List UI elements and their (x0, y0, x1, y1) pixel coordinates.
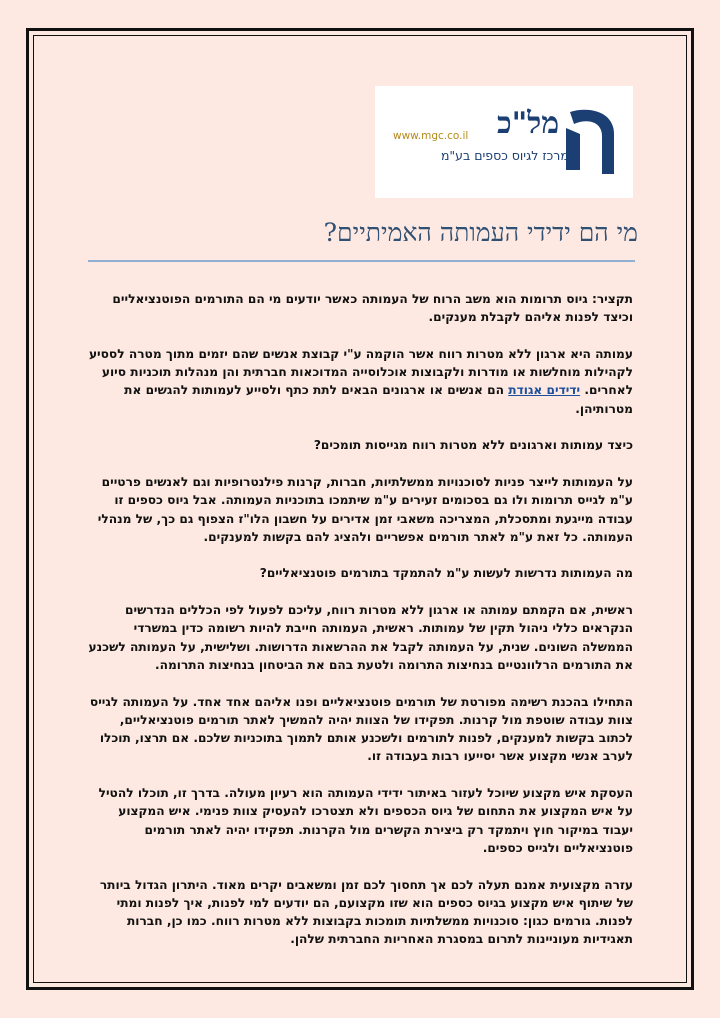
paragraph-nonprofit-definition (85, 345, 633, 418)
logo-subtitle: המרכז לגיוס כספים בע"מ (440, 148, 577, 163)
logo-mark-icon (560, 104, 622, 178)
paragraph-rules: ראשית, אם הקמתם עמותה או ארגון ללא מטרות רווח, עליכם לפעול לפי הכללים הנדרשים הנקראים כללי ניהול תקין של עמותות. ראשית, העמותה חייבת להיות רשומה כדין במשרדי הממשלה השונים. שנית, על העמותה לקבל את ההרשאות הדרושות. ושלישית, על העמותה לשכנע את התורמים הרלוונטיים בנחיצות התרומה ולטעת בהם את הביטחון בנחיצות התרומה. (88, 603, 633, 672)
paragraph-fundraising: על העמותות לייצר פניות לסוכנויות ממשלתיות, חברות, קרנות פילנטרופיות וגם לאנשים פרטיים ע"מ לגייס תרומות ולו גם בסכומים זעירים ע"מ שיתמכו בתוכניות העמותה. אבל גיוס כספים זו עבודה מייגעת ומתסכלת, המצריכה משאבי זמן אדירים על חשבון הלו"ז הצפוף גם כך, של מנהלי העמותה. כל זאת ע"מ לאתר תורמים אפשריים ולהציג להם בקשות למענקים. (97, 474, 633, 544)
logo-brand-text: מל"כ (497, 106, 560, 141)
paragraph-text: הם אנשים או ארגונים הבאים לתת כתף ולסייע לעמותות להגשים את מטרותיהן. (124, 383, 633, 416)
question-heading: כיצד עמותות וארגונים ללא מטרות רווח מגייסות תומכים? (313, 438, 633, 453)
paragraph-donor-list: התחילו בהכנת רשימה מפורטת של תורמים פוטנציאליים ופנו אליהם אחד אחד. על העמותה לגייס צוות עבודה שוטפת מול קרנות. תפקידו של הצוות יהיה להמשיך לאתר תורמים פוטנציאליים, לכתוב בקשות למענקים, לפנות לתורמים ולשכנע אותם לתמוך בתוכניות שלכם. אם תרצו, תוכלו לערב אנשי מקצוע אשר יסייעו רבות בעבודה זו. (89, 694, 633, 764)
logo-url: www.mgc.co.il (393, 130, 469, 142)
company-logo (375, 86, 633, 198)
question-heading: מה העמותות נדרשות לעשות ע"מ להתמקד בתורמים פוטנציאליים? (259, 566, 633, 581)
paragraph-text: עמותה היא ארגון ללא מטרות רווח אשר הוקמה ע"י קבוצת אנשים שהם יזמים מתוך מטרה לססיע לקהילות מוחלשות או מודרות ולקבוצות אוכלוסייה המדוכאות חברתית והן מנהלות תוכניות סיוע לאחרים. (88, 346, 633, 398)
title-underline (88, 260, 635, 262)
paragraph-professional: העסקת איש מקצוע שיוכל לעזור באיתור ידידי העמותה הוא רעיון מעולה. בדרך זו, תוכלו להטיל על איש המקצוע את התחום של גיוס הכספים ולא תצטרכו להעסיק צוות פנימי. איש המקצוע יעבוד במיקור חוץ ויתמקד רק ביצירת הקשרים מול הקרנות. תפקידו יהיה לאתר תורמים פוטנציאליים ולגייס כספים. (98, 786, 633, 855)
paragraph-summary: תקציר: גיוס תרומות הוא משב הרוח של העמותה כאשר יודעים מי הם התורמים הפוטנציאליים וכיצד לפנות אליהם לקבלת מענקים. (112, 292, 633, 325)
article-body (85, 290, 633, 967)
friends-association-link[interactable]: ידידים אגודת (508, 383, 581, 398)
paragraph-help: עזרה מקצועית אמנם תעלה לכם אך תחסוך לכם זמן ומשאבים יקרים מאוד. היתרון הגדול ביותר של שיתוף איש מקצוע בגיוס כספים הוא שזו מקצועם, הם יודעים למי לפנות, איך לפנות ומתי לפנות. גורמים כגון: סוכנויות ממשלתיות תומכות בקבוצות ללא מטרות רווח. כמו כן, חברות תאגידיות מעוניינות לתרום במסגרת האחריות החברתית שלהן. (99, 877, 633, 947)
page-title: מי הם ידידי העמותה האמיתיים? (323, 218, 638, 247)
